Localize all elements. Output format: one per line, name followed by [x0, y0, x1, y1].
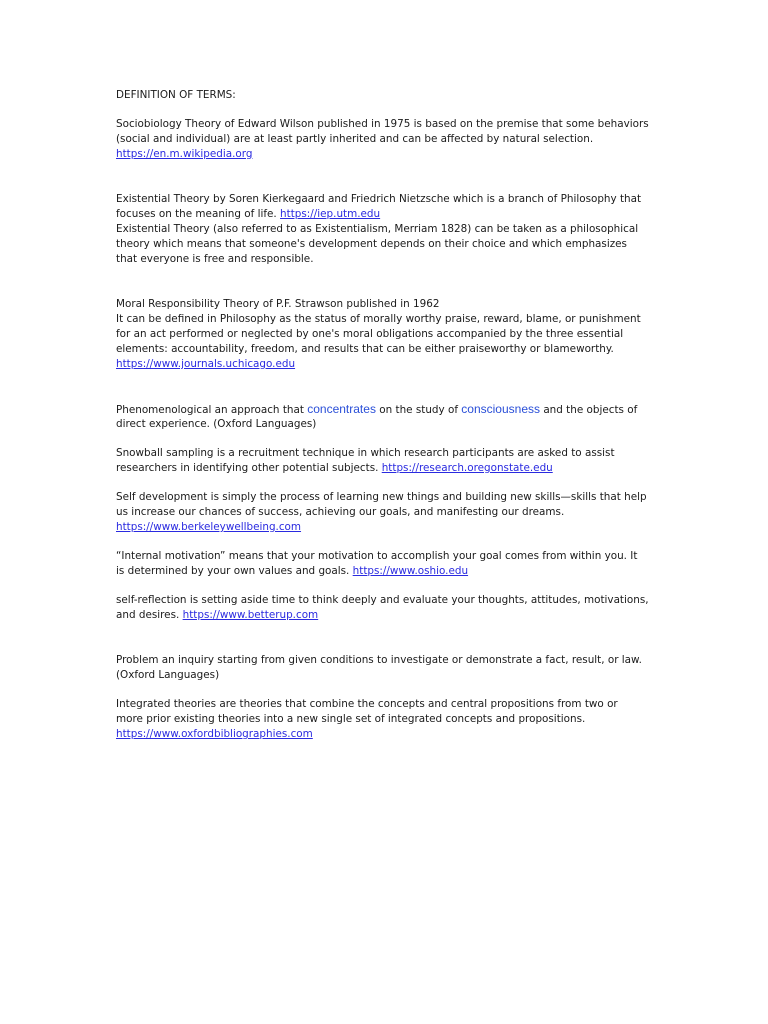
- paragraph-moral-responsibility: [116, 297, 656, 372]
- spacer: [116, 162, 656, 192]
- text-line: Snowball sampling is a recruitment technique in which research participants are asked to assist: [116, 447, 615, 459]
- text-line: (social and individual) are at least partly inherited and can be affected by natural selection.: [116, 133, 594, 145]
- spacer: [116, 579, 656, 593]
- text-line: direct experience. (Oxford Languages): [116, 418, 317, 430]
- text-line: us increase our chances of success, achieving our goals, and manifesting our dreams.: [116, 506, 565, 518]
- paragraph-sociobiology: [116, 117, 656, 162]
- paragraph-integrated-theories: [116, 697, 656, 742]
- paragraph-phenomenological: [116, 402, 656, 432]
- text-line: It can be defined in Philosophy as the status of morally worthy praise, reward, blame, or punishment: [116, 313, 641, 325]
- paragraph-problem: [116, 653, 656, 683]
- document-heading: DEFINITION OF TERMS:: [116, 89, 236, 101]
- text-line: that everyone is free and responsible.: [116, 253, 314, 265]
- spacer: [116, 103, 656, 117]
- spacer: [116, 623, 656, 653]
- text-line: “Internal motivation” means that your motivation to accomplish your goal comes from within you. It: [116, 550, 638, 562]
- paragraph-self-development: [116, 490, 656, 535]
- text-line: (Oxford Languages): [116, 669, 220, 681]
- text-line: Existential Theory by Soren Kierkegaard and Friedrich Nietzsche which is a branch of Philosophy that: [116, 193, 642, 205]
- text-line: Existential Theory (also referred to as Existentialism, Merriam 1828) can be taken as a philosophical: [116, 223, 639, 235]
- spacer: [116, 267, 656, 297]
- text-line: Problem an inquiry starting from given conditions to investigate or demonstrate a fact, result, or law.: [116, 654, 642, 666]
- link-journals-uchicago[interactable]: https://www.journals.uchicago.edu: [116, 358, 296, 370]
- text-fragment: and the objects of: [540, 404, 638, 416]
- text-line: Sociobiology Theory of Edward Wilson published in 1975 is based on the premise that some behaviors: [116, 118, 649, 130]
- link-oxfordbibliographies[interactable]: https://www.oxfordbibliographies.com: [116, 728, 313, 740]
- link-wikipedia[interactable]: https://en.m.wikipedia.org: [116, 148, 253, 160]
- highlighted-word-concentrates: concentrates: [307, 402, 376, 416]
- link-oshio[interactable]: https://www.oshio.edu: [352, 565, 469, 577]
- spacer: [116, 476, 656, 490]
- spacer: [116, 372, 656, 402]
- text-line: theory which means that someone's development depends on their choice and which emphasizes: [116, 238, 627, 250]
- document-body: [116, 88, 656, 742]
- text-line: for an act performed or neglected by one's moral obligations accompanied by the three essential: [116, 328, 624, 340]
- text-line: Moral Responsibility Theory of P.F. Strawson published in 1962: [116, 298, 440, 310]
- paragraph-self-reflection: [116, 593, 656, 623]
- paragraph-existential: [116, 192, 656, 267]
- link-iep-utm[interactable]: https://iep.utm.edu: [280, 208, 381, 220]
- spacer: [116, 535, 656, 549]
- highlighted-word-consciousness: consciousness: [461, 402, 541, 416]
- text-line: more prior existing theories into a new single set of integrated concepts and propositions.: [116, 713, 586, 725]
- text-line: elements: accountability, freedom, and results that can be either praiseworthy or blameworthy.: [116, 343, 614, 355]
- spacer: [116, 683, 656, 697]
- link-oregonstate[interactable]: https://research.oregonstate.edu: [381, 462, 553, 474]
- text-fragment: Phenomenological an approach that: [116, 404, 308, 416]
- text-line: focuses on the meaning of life.: [116, 208, 281, 220]
- spacer: [116, 432, 656, 446]
- paragraph-snowball-sampling: [116, 446, 656, 476]
- text-fragment: on the study of: [375, 404, 462, 416]
- text-line: researchers in identifying other potential subjects.: [116, 462, 382, 474]
- text-line: is determined by your own values and goals.: [116, 565, 353, 577]
- text-line: self-reflection is setting aside time to think deeply and evaluate your thoughts, attitudes, motivations,: [116, 594, 649, 606]
- text-line: Self development is simply the process of learning new things and building new skills—skills that help: [116, 491, 647, 503]
- text-line: Integrated theories are theories that combine the concepts and central propositions from two or: [116, 698, 618, 710]
- paragraph-internal-motivation: [116, 549, 656, 579]
- link-berkeleywellbeing[interactable]: https://www.berkeleywellbeing.com: [116, 521, 302, 533]
- link-betterup[interactable]: https://www.betterup.com: [182, 609, 319, 621]
- text-line: and desires.: [116, 609, 183, 621]
